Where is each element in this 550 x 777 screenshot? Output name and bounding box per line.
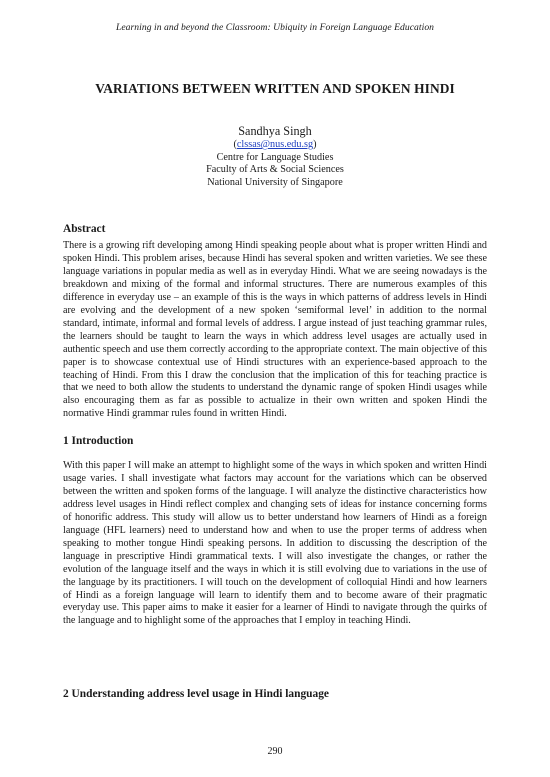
author-name: Sandhya Singh (238, 124, 312, 138)
intro-heading-wrap (63, 435, 487, 447)
abstract-heading: Abstract (63, 223, 106, 235)
abstract-paragraph: There is a growing rift developing among Hindi speaking people about what is proper written Hindi and spoken Hindi. This problem arises, because Hindi has several spoken and written varieties. We see these language variations in popular media as well as in everyday Hindi. What we are seeing nowadays is the breakdown and mixing of the formal and informal structures. There are numerous examples of this difference in everyday use – an example of this is the ways in which patterns of address levels in Hindi are evolving and the development of a new spoken ‘semiformal level’ in addition to the normal standard, intimate, informal and formal levels of address. I argue instead of just teaching grammar rules, the learners should be taught to learn the ways in which address level usages are actually used in authentic speech and use them correctly according to the appropriate context. The main objective of this paper is to showcase contextual use of Hindi structures with an experience-based approach to the teaching of Hindi. From this I draw the conclusion that the implication of this for teaching practice is that we need to both allow the students to understand the dynamic range of spoken Hindi usages while also encouraging them as far as possible to actualize in their own written and spoken Hindi the normative Hindi grammar rules found in written Hindi. (63, 240, 487, 420)
running-header: Learning in and beyond the Classroom: Ubiquity in Foreign Language Education (115, 22, 435, 33)
section-heading-introduction: 1 Introduction (63, 435, 134, 447)
affiliation-faculty: Faculty of Arts & Social Sciences (206, 164, 344, 176)
introduction-paragraph: With this paper I will make an attempt to highlight some of the ways in which spoken and written Hindi usage varies. I shall investigate what factors may account for the variations which can be observed between the written and spoken forms of the language. I will analyze the distinctive characteristics how address level usages in Hindi reflect complex and changing sets of ideas for instance concerning forms of honorific address. This study will allow us to better understand how learners of Hindi as a foreign language (HFL learners) need to understand how and when to use the proper terms of address when speaking to mother tongue Hindi speaking persons. In addition to discussing the description of the language in prescriptive Hindi grammatical texts. I will also investigate the changes, or rather the evolution of the language itself and the ways in which it is still evolving due to variations in the use of the language by its practitioners. I will touch on the development of colloquial Hindi and how learners of Hindi as a foreign language will learn to identify them and to become aware of their pragmatic everyday use. This paper aims to make it easier for a learner of Hindi to navigate through the quirks of the language and to highlight some of the approaches that I employ in teaching Hindi. (63, 460, 487, 627)
author-email-link[interactable]: clssas@nus.edu.sg (236, 139, 314, 150)
section-heading-address-levels: 2 Understanding address level usage in Hindi language (63, 688, 329, 700)
paper-title: VARIATIONS BETWEEN WRITTEN AND SPOKEN HINDI (95, 81, 455, 96)
affiliation-university: National University of Singapore (207, 176, 343, 188)
section2-heading-wrap (63, 688, 487, 700)
affiliation-centre: Centre for Language Studies (216, 151, 334, 163)
author-block (0, 124, 550, 189)
author-email-line (0, 139, 550, 152)
email-open-paren: ( (233, 139, 237, 150)
page-number: 290 (267, 746, 283, 757)
abstract-heading-wrap (63, 223, 487, 235)
abstract-body-wrap (63, 240, 487, 421)
email-close-paren: ) (313, 139, 317, 150)
intro-body-wrap (63, 460, 487, 628)
